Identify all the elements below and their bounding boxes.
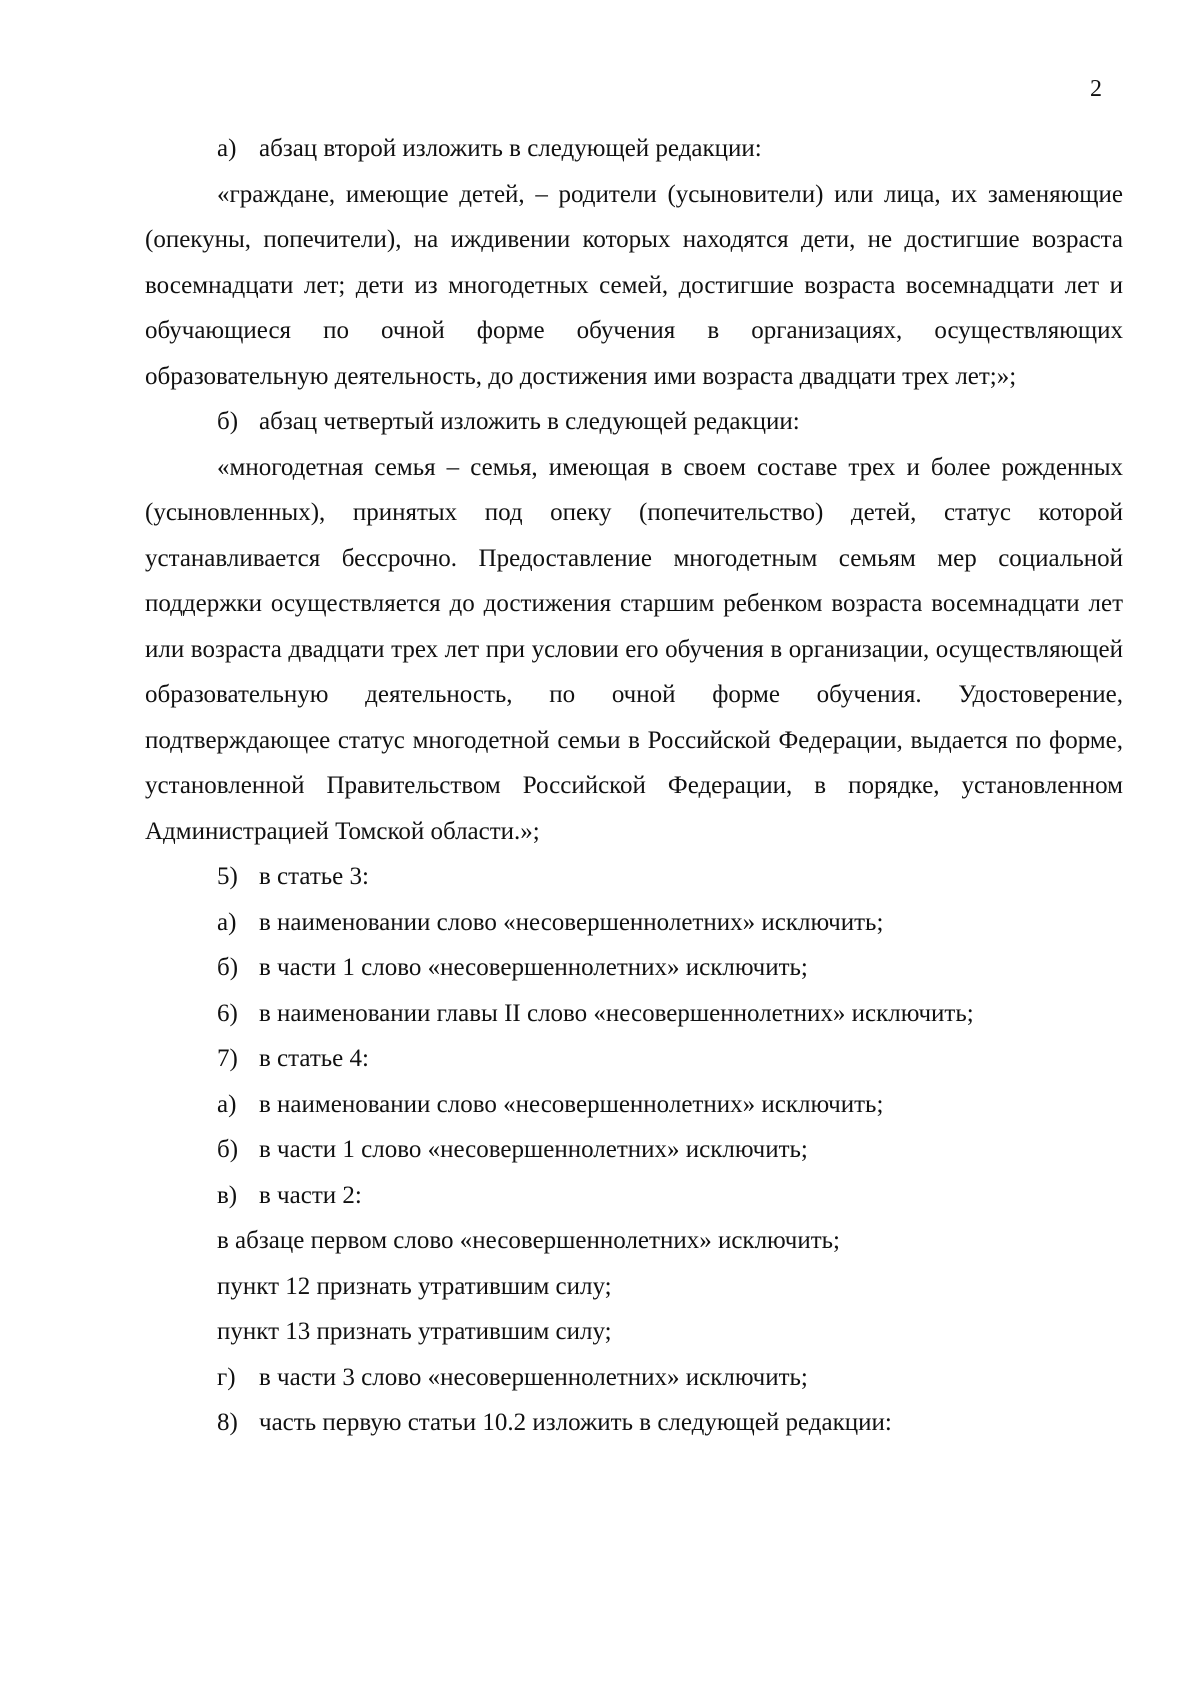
list-marker: б) — [217, 408, 239, 435]
paragraph: пункт 13 признать утратившим силу; — [217, 1318, 612, 1345]
list-item — [145, 1173, 1123, 1219]
list-marker: а) — [217, 908, 237, 936]
list-item — [145, 991, 1123, 1037]
page-number: 2 — [1090, 76, 1102, 102]
list-item — [145, 126, 1123, 172]
list-item — [145, 1127, 1123, 1173]
paragraph: «граждане, имеющие детей, – родители (усыновители) или лица, их заменяющие (опекуны, попечители), на иждивении которых находятся дети, не достигшие возраста восемнадцати лет; дети из многодетных семей, достигшие возраста восемнадцати лет и обучающиеся по очной форме обучения в организациях, осуществляющих образовательную деятельность, до достижения ими возраста двадцати трех лет;»; — [145, 180, 1123, 390]
list-marker: г) — [217, 1363, 236, 1391]
list-marker: 8) — [217, 1409, 238, 1436]
list-marker: в) — [217, 1181, 238, 1209]
list-item-text: абзац второй изложить в следующей редакции: — [259, 135, 762, 162]
list-item — [145, 1036, 1123, 1082]
list-item — [145, 1082, 1123, 1128]
list-marker: 6) — [217, 999, 238, 1027]
list-marker: 7) — [217, 1045, 238, 1072]
list-item-text: в части 3 слово «несовершеннолетних» исключить; — [259, 1363, 808, 1391]
list-item-text: в статье 3: — [259, 863, 369, 890]
paragraph: «многодетная семья – семья, имеющая в своем составе трех и более рожденных (усыновленных), принятых под опеку (попечительство) детей, статус которой устанавливается бессрочно. Предоставление многодетным семьям мер социальной поддержки осуществляется до достижения старшим ребенком возраста восемнадцати лет или возраста двадцати трех лет при условии его обучения в организации, осуществляющей образовательную деятельность, по очной форме обучения. Удостоверение, подтверждающее статус многодетной семьи в Российской Федерации, выдается по форме, установленной Правительством Российской Федерации, в порядке, установленном Администрацией Томской области.»; — [145, 453, 1123, 845]
paragraph: пункт 12 признать утратившим силу; — [217, 1272, 612, 1300]
list-marker: а) — [217, 1090, 237, 1118]
list-item-text: в наименовании слово «несовершеннолетних» исключить; — [259, 1090, 884, 1118]
list-item-text: в части 1 слово «несовершеннолетних» исключить; — [259, 954, 808, 981]
list-item — [145, 399, 1123, 445]
list-marker: б) — [217, 954, 239, 981]
list-item-text: абзац четвертый изложить в следующей редакции: — [259, 408, 800, 435]
list-item-text: часть первую статьи 10.2 изложить в следующей редакции: — [259, 1409, 892, 1436]
list-item — [145, 854, 1123, 900]
list-item — [145, 1400, 1123, 1446]
list-item-text: в наименовании слово «несовершеннолетних» исключить; — [259, 908, 884, 936]
list-item — [145, 900, 1123, 946]
list-item-text: в наименовании главы II слово «несовершеннолетних» исключить; — [259, 999, 974, 1027]
list-marker: б) — [217, 1136, 239, 1163]
document-body — [145, 126, 1123, 1446]
list-marker: 5) — [217, 863, 238, 890]
list-item-text: в части 1 слово «несовершеннолетних» исключить; — [259, 1136, 808, 1163]
list-marker: а) — [217, 135, 237, 162]
paragraph: в абзаце первом слово «несовершеннолетних» исключить; — [217, 1227, 840, 1254]
list-item-text: в статье 4: — [259, 1045, 369, 1072]
list-item — [145, 1355, 1123, 1401]
list-item — [145, 945, 1123, 991]
list-item-text: в части 2: — [259, 1181, 362, 1209]
